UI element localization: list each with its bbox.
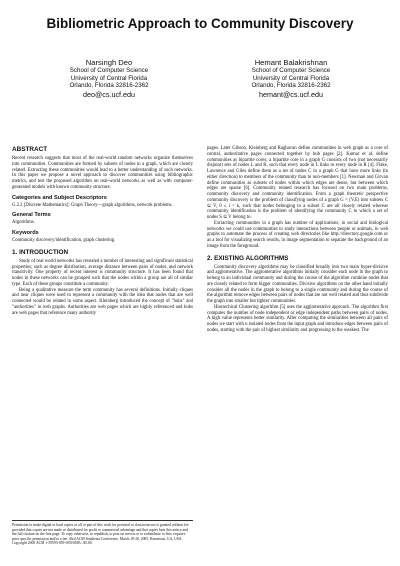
categories-text: G.2.2 [Discrete Mathematics]: Graph Theory—graph algorithms, network problems. bbox=[12, 202, 173, 208]
author-email: hemant@cs.ucf.edu bbox=[258, 89, 324, 99]
paper-title: Bibliometric Approach to Community Discovery bbox=[46, 16, 354, 31]
keywords-text: Community discovery/identification, graph clustering. bbox=[12, 238, 116, 243]
author-city: Orlando, Florida 32816-2362 bbox=[69, 82, 149, 90]
author-email: deo@cs.ucf.edu bbox=[82, 89, 136, 99]
terms-text: Algorithms. bbox=[12, 220, 35, 226]
abstract-heading: ABSTRACT bbox=[12, 146, 48, 153]
author-block-2 bbox=[206, 58, 376, 100]
terms-heading: General Terms bbox=[12, 212, 51, 219]
section2-paragraph-2: Hierarchical Clustering algorithm [5] uses the agglomerative approach. The algorithm first computes the number of node independent or edge independent paths between pairs of nodes. A high value represents better similarity. After computing the similarities between all pairs of nodes we start with n isolated nodes from the input graph and introduce edges between pairs of nodes, starting with the pair of highest similarity and progressing to the weakest. The bbox=[207, 304, 388, 333]
author-block-1 bbox=[24, 58, 194, 100]
author-city: Orlando, Florida 32816-2362 bbox=[251, 82, 331, 90]
author-dept: School of Computer Science bbox=[251, 67, 331, 74]
abstract-text: Recent research suggests that most of the real-world random networks organize themselves into communities. Communities are formed by subsets of nodes in a graph, which are closely related. Extracting these communities would lead to a better understanding of such networks. In this paper we propose a novel approach to discover communities using bibliographic metrics, and test the proposed algorithm on real-world networks as well as with computer-generated models with known community structure. bbox=[12, 156, 193, 190]
intro-paragraph-2: Being a qualitative measure the term community has several definitions. Initially cliques and near cliques were used to represent a community with the idea that nodes that are well connected would be related in some aspect. Kleinberg introduced the concept of "hubs" and "authorities" in web graphs. Authorities are web pages which are highly referenced and hubs are web pages that reference many authority bbox=[12, 287, 193, 316]
keywords-heading: Keywords bbox=[12, 230, 39, 236]
right-column bbox=[207, 146, 388, 334]
copyright-footnote: Permission to make digital or hard copies of all or part of this work for personal or classroom use is granted without fee provided that copies are not made or distributed for profit or commercial advantage and that copies bear this notice and the full citation on the first page. To copy otherwise, to republish, to post on servers or to redistribute to lists, requires prior specific permission and/or a fee. 43rd ACM Southeast Conference, March 18-20, 2005, Kennesaw, GA, USA. Copyright 2005 ACM 1-59593-059-0/05/0003...$5.00. bbox=[12, 520, 193, 546]
author-dept: School of Computer Science bbox=[69, 67, 149, 74]
right-paragraph-1: pages. Later Gibson, Kleinberg and Raghavan define communities in web graph as a core of central, authoritative pages connected together by hub pages [2]. Kumar et al. define communities as bipartite cores; a bipartite core in a graph G consists of two (not necessarily disjoint) sets of nodes L and R, such that every node in L links to every node in R [4]. Flake, Lawrence and Giles define them as a set of nodes C in a graph G that have more links (in either direction) to members of the community than to non-members [1]. Newman and Girvan define communities as subsets of nodes within which edges are dense, but between which edges are sparse [6]. Community related research has focused on two main problems, community discovery and community identification. From a graph theoretic perspective community discovery is the problem of classifying nodes of a graph G = (V,E) into subsets C ⊆ V, 0 ≤ i < k, such that nodes belonging to a subset C are all closely related whereas community identification is the problem of identifying the community C to which a set of nodes S ⊆ V belong to. bbox=[207, 146, 388, 220]
intro-heading: 1. INTRODUCTION bbox=[12, 248, 69, 256]
author-univ: University of Central Florida bbox=[252, 74, 330, 82]
author-name: Hemant Balakrishnan bbox=[254, 58, 328, 67]
author-univ: University of Central Florida bbox=[70, 74, 148, 82]
author-name: Narsingh Deo bbox=[85, 58, 133, 67]
intro-paragraph-1: Study of real world networks has revealed a number of interesting and significant statistical properties; such as degree distribution, average distance between pairs of nodes, and network transitivity. One property of recent interest is community structure. It has been found that nodes in these networks can be grouped such that the nodes within a group are all of similar type. Each of these groups constitute a community. bbox=[12, 258, 193, 287]
section2-paragraph-1: Community discovery algorithms may be classified broadly into two main hyper-divisive and agglomerative. The agglomerative algorithms initially consider each node in the graph to belong to an individual community and during the course of the algorithm combine nodes that are closely related to form bigger communities. Divisive algorithms on the other hand initially consider all the nodes in the graph to belong to a single community and during the course of the algorithm remove edges between pairs of nodes that are not well related and thus subdivide the graph into smaller but tighter communities. bbox=[207, 264, 388, 304]
categories-heading: Categories and Subject Descriptors bbox=[12, 194, 107, 201]
section2-heading: 2. EXISTING ALGORITHMS bbox=[207, 254, 289, 262]
left-column bbox=[12, 146, 193, 316]
right-paragraph-2: Extracting communities in a graph has number of applications; in social and biological networks we could use communities to study interactions between people or animals, in web graphs to automate the process of creating web directories like http://directory.google.com or as a tool for visualizing search results, in image segmentation to separate the background of an image from the foreground. bbox=[207, 220, 388, 249]
